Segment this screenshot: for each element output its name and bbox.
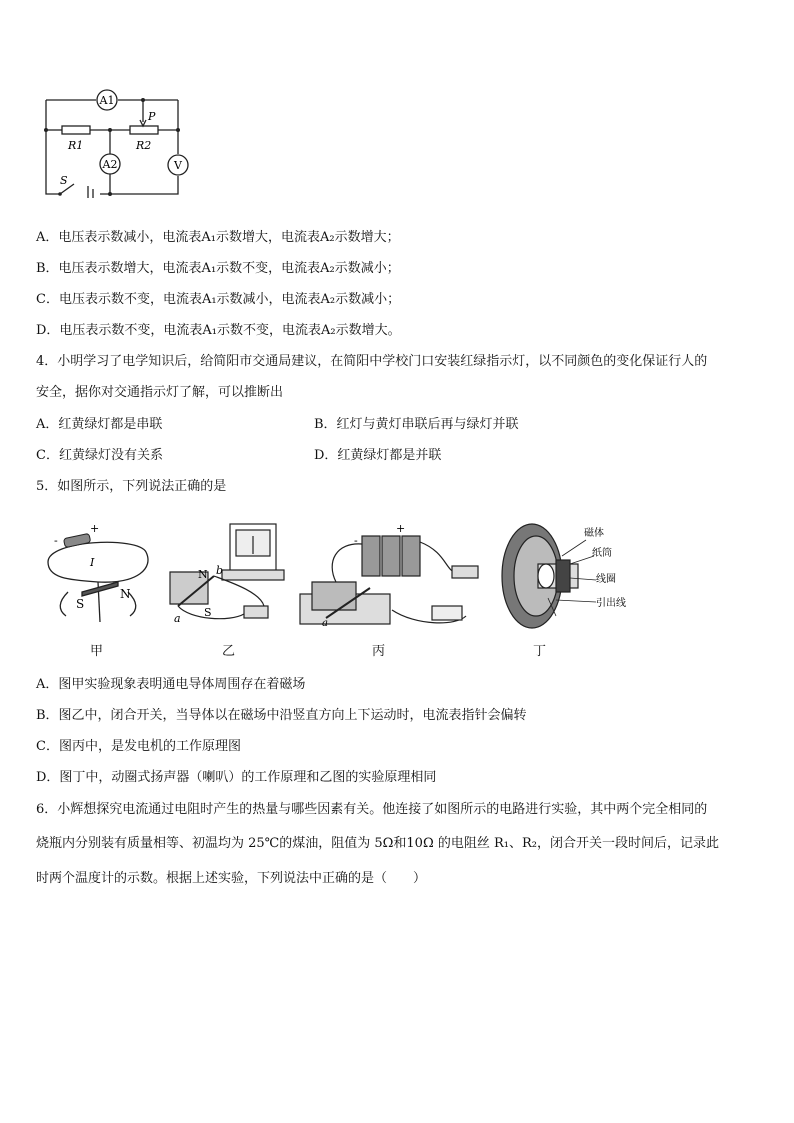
ammeter-a2-label: A2: [102, 158, 118, 171]
q4-option-a[interactable]: A．红黄绿灯都是串联: [36, 417, 163, 432]
ding-cone-label: 纸筒: [592, 548, 612, 559]
circuit-diagram: [38, 86, 198, 198]
jia-current-label: I: [90, 556, 95, 569]
q3-option-b[interactable]: B．电压表示数增大，电流表A₁示数不变，电流表A₂示数减小；: [36, 261, 400, 276]
q3-option-d[interactable]: D．电压表示数不变，电流表A₁示数不变，电流表A₂示数增大。: [36, 323, 401, 338]
q5-option-b[interactable]: B．图乙中，闭合开关，当导体以在磁场中沿竖直方向上下运动时，电流表指针会偏转: [36, 708, 527, 723]
slider-p-label: P: [148, 110, 156, 123]
r1-label: R1: [68, 139, 84, 152]
q6-stem-line2: 烧瓶内分别装有质量相等、初温均为 25℃的煤油，阻值为 5Ω和10Ω 的电阻丝 R₁、R₂，闭合开关一段时间后，记录此: [36, 836, 719, 851]
jia-minus-label: -: [54, 534, 58, 547]
yi-a-label: a: [174, 612, 181, 625]
caption-yi: 乙: [222, 644, 236, 659]
q5-option-d[interactable]: D．图丁中，动圈式扬声器（喇叭）的工作原理和乙图的实验原理相同: [36, 770, 437, 785]
q4-stem-line1: 4．小明学习了电学知识后，给简阳市交通局建议，在简阳中学校门口安装红绿指示灯，以不同颜色的变化保证行人的: [36, 354, 708, 369]
q6-stem-line3: 时两个温度计的示数。根据上述实验，下列说法中正确的是（ ）: [36, 871, 427, 886]
caption-jia: 甲: [90, 644, 104, 659]
ding-lead-label: 引出线: [596, 598, 626, 609]
bing-minus-label: -: [354, 534, 358, 547]
q3-option-c[interactable]: C．电压表示数不变，电流表A₁示数减小，电流表A₂示数减小；: [36, 292, 401, 307]
q4-option-b[interactable]: B．红灯与黄灯串联后再与绿灯并联: [314, 417, 519, 432]
caption-bing: 丙: [372, 644, 386, 659]
switch-s-label: S: [60, 174, 68, 187]
jia-n-label: N: [120, 587, 131, 601]
jia-plus-label: +: [90, 522, 100, 535]
jia-s-label: S: [76, 597, 85, 611]
q5-option-c[interactable]: C．图丙中，是发电机的工作原理图: [36, 739, 241, 754]
figure-bing: [296, 522, 496, 630]
figure-jia: [38, 522, 156, 630]
voltmeter-label: V: [174, 159, 182, 172]
ding-magnet-label: 磁体: [584, 528, 604, 539]
bing-plus-label: +: [396, 522, 406, 535]
q5-stem: 5．如图所示，下列说法正确的是: [36, 479, 227, 494]
ding-coil-label: 线圈: [596, 574, 616, 585]
q3-option-a[interactable]: A．电压表示数减小，电流表A₁示数增大，电流表A₂示数增大；: [36, 230, 400, 245]
caption-ding: 丁: [533, 644, 547, 659]
ammeter-a1-label: A1: [99, 94, 115, 107]
r2-label: R2: [136, 139, 152, 152]
q4-option-c[interactable]: C．红黄绿灯没有关系: [36, 448, 163, 463]
yi-s-label: S: [204, 606, 212, 619]
q4-option-d[interactable]: D．红黄绿灯都是并联: [314, 448, 442, 463]
yi-b-label: b: [216, 564, 224, 577]
q6-stem-line1: 6．小辉想探究电流通过电阻时产生的热量与哪些因素有关。他连接了如图所示的电路进行实验，其中两个完全相同的: [36, 802, 708, 817]
figure-ding: [500, 516, 650, 632]
figure-yi: [160, 522, 290, 630]
yi-n-label: N: [198, 568, 208, 581]
q4-stem-line2: 安全，据你对交通指示灯了解，可以推断出: [36, 385, 284, 400]
q5-option-a[interactable]: A．图甲实验现象表明通电导体周围存在着磁场: [36, 677, 306, 692]
bing-a-label: a: [322, 618, 328, 629]
